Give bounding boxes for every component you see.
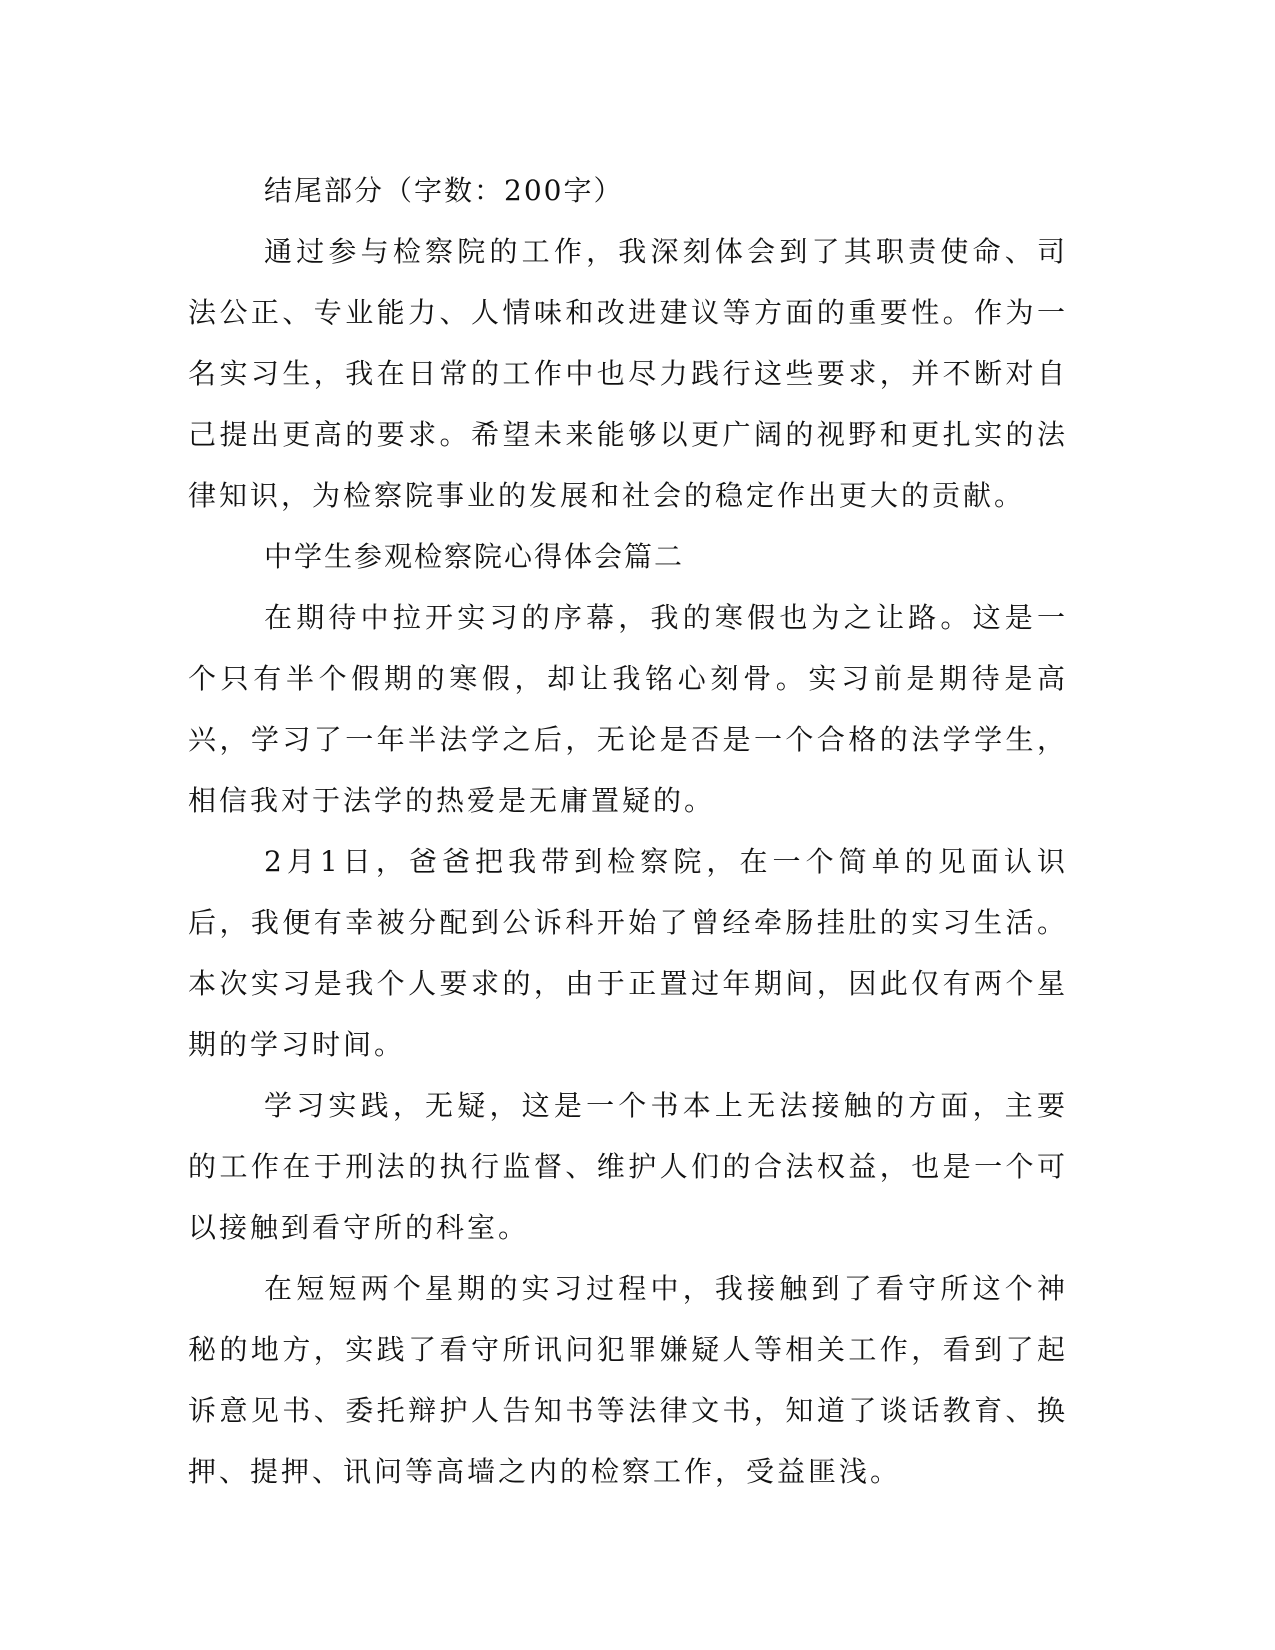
body-paragraph: 在短短两个星期的实习过程中，我接触到了看守所这个神秘的地方，实践了看守所讯问犯罪嫌疑人等相关工作，看到了起诉意见书、委托辩护人告知书等法律文书，知道了谈话教育、换押、提押、讯问等高墙之内的检察工作，受益匪浅。 [188, 1272, 1068, 1488]
body-paragraph: 学习实践，无疑，这是一个书本上无法接触的方面，主要的工作在于刑法的执行监督、维护人们的合法权益，也是一个可以接触到看守所的科室。 [188, 1089, 1068, 1244]
article-title: 中学生参观检察院心得体会篇二 [264, 540, 685, 573]
body-paragraph: 2月1日，爸爸把我带到检察院，在一个简单的见面认识后，我便有幸被分配到公诉科开始了曾经牵肠挂肚的实习生活。本次实习是我个人要求的，由于正置过年期间，因此仅有两个星期的学习时间。 [188, 845, 1068, 1061]
body-paragraph: 在期待中拉开实习的序幕，我的寒假也为之让路。这是一个只有半个假期的寒假，却让我铭心刻骨。实习前是期待是高兴，学习了一年半法学之后，无论是否是一个合格的法学学生，相信我对于法学的热爱是无庸置疑的。 [188, 601, 1068, 817]
conclusion-paragraph: 通过参与检察院的工作，我深刻体会到了其职责使命、司法公正、专业能力、人情味和改进建议等方面的重要性。作为一名实习生，我在日常的工作中也尽力践行这些要求，并不断对自己提出更高的要求。希望未来能够以更广阔的视野和更扎实的法律知识，为检察院事业的发展和社会的稳定作出更大的贡献。 [188, 235, 1068, 512]
document-body [188, 160, 1068, 1502]
section-heading: 结尾部分（字数：200字） [264, 174, 624, 207]
